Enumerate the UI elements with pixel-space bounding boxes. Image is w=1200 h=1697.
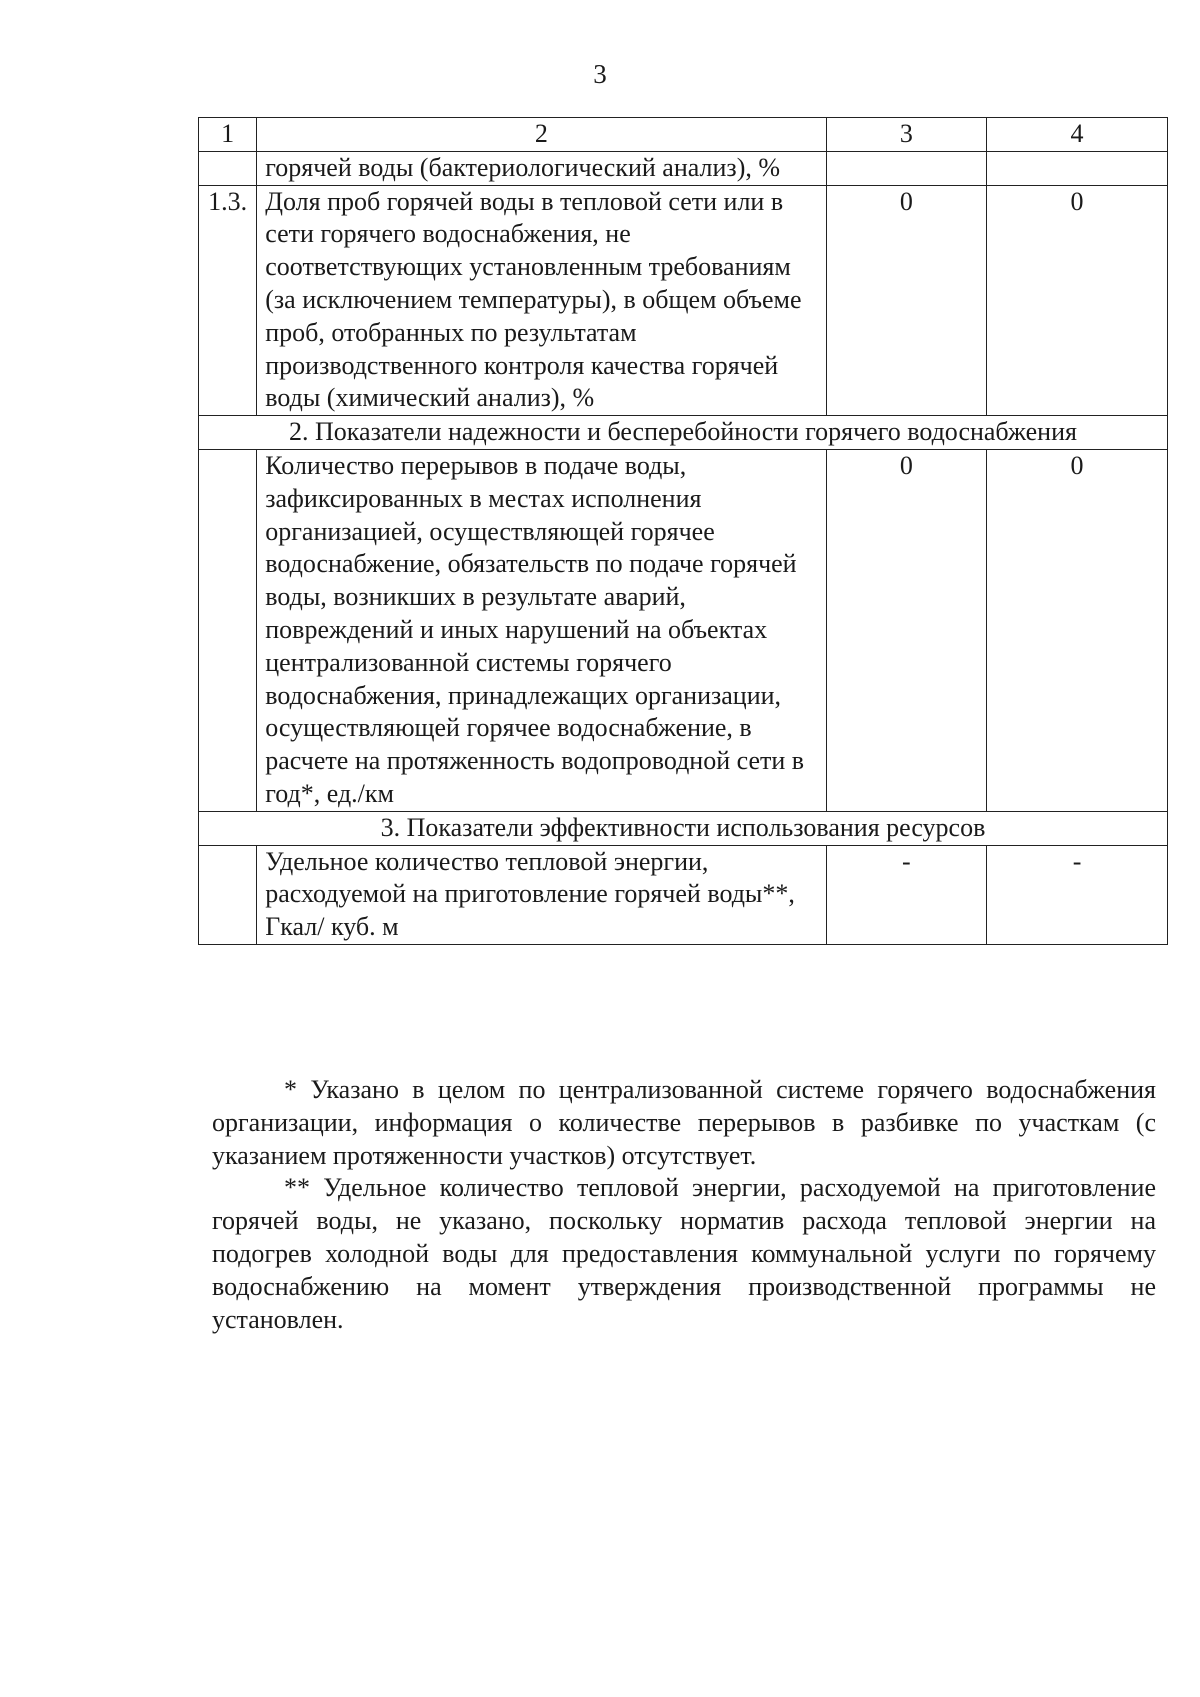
table-header-row [199, 118, 1168, 152]
row-text: Удельное количество тепловой энергии, расходуемой на приготовление горячей воды**, Гкал/ куб. м [257, 845, 826, 944]
row-value-4: 0 [987, 185, 1168, 416]
table-row [199, 151, 1168, 185]
page-number: 3 [593, 59, 607, 89]
section-heading-3: 3. Показатели эффективности использования ресурсов [199, 811, 1168, 845]
row-number: 1.3. [199, 185, 257, 416]
row-text: Доля проб горячей воды в тепловой сети или в сети горячего водоснабжения, не соответствующих установленным требованиям (за исключением температуры), в общем объеме проб, отобранных по результатам производственного контроля качества горячей воды (химический анализ), % [257, 185, 826, 416]
table-row [199, 845, 1168, 944]
row-number [199, 845, 257, 944]
row-value-3: 0 [826, 185, 986, 416]
row-value-3 [826, 151, 986, 185]
row-number [199, 151, 257, 185]
section-row [199, 811, 1168, 845]
footnotes [212, 1074, 1156, 1336]
table-row [199, 449, 1168, 811]
header-col-3: 3 [826, 118, 986, 152]
row-number [199, 449, 257, 811]
indicators-table [198, 117, 1168, 945]
section-row [199, 416, 1168, 450]
row-text: Количество перерывов в подаче воды, зафиксированных в местах исполнения организацией, осуществляющей горячее водоснабжение, обязательств по подаче горячей воды, возникших в результате аварий, повреждений и иных нарушений на объектах централизованной системы горячего водоснабжения, принадлежащих организации, осуществляющей горячее водоснабжение, в расчете на протяженность водопроводной сети в год*, ед./км [257, 449, 826, 811]
footnote-1: * Указано в целом по централизованной системе горячего водоснабжения организации, информация о количестве перерывов в разбивке по участкам (с указанием протяженности участков) отсутствует. [212, 1075, 1156, 1170]
header-col-4: 4 [987, 118, 1168, 152]
footnote-2: ** Удельное количество тепловой энергии, расходуемой на приготовление горячей воды, не указано, поскольку норматив расхода тепловой энергии на подогрев холодной воды для предоставления коммунальной услуги по горячему водоснабжению на момент утверждения производственной программы не установлен. [212, 1173, 1156, 1334]
row-value-3: 0 [826, 449, 986, 811]
row-value-4 [987, 151, 1168, 185]
section-heading-2: 2. Показатели надежности и бесперебойности горячего водоснабжения [199, 416, 1168, 450]
header-col-1: 1 [199, 118, 257, 152]
row-value-3: - [826, 845, 986, 944]
header-col-2: 2 [257, 118, 826, 152]
table-row [199, 185, 1168, 416]
row-value-4: - [987, 845, 1168, 944]
row-text: горячей воды (бактериологический анализ), % [257, 151, 826, 185]
row-value-4: 0 [987, 449, 1168, 811]
